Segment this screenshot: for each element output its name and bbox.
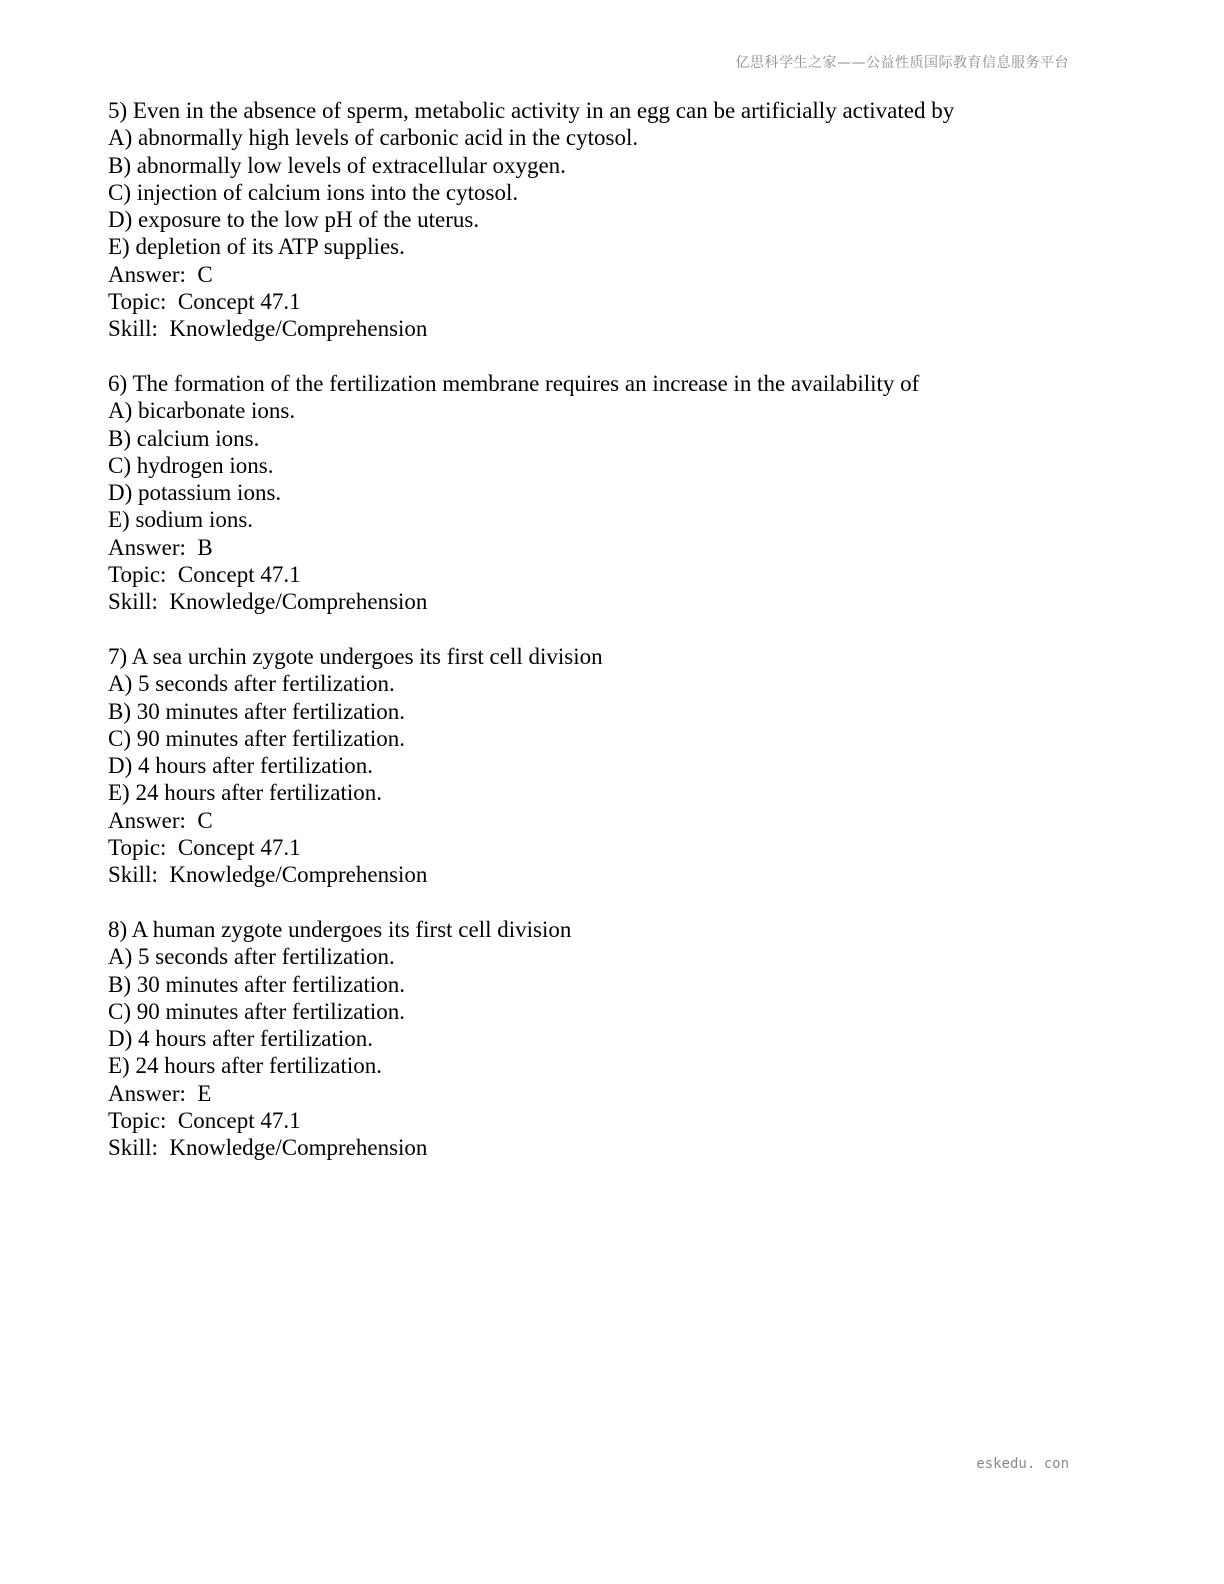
skill-line: Skill: Knowledge/Comprehension bbox=[108, 1135, 428, 1161]
option-c: C) 90 minutes after fertilization. bbox=[108, 725, 405, 751]
skill-line: Skill: Knowledge/Comprehension bbox=[108, 862, 428, 888]
option-a: A) 5 seconds after fertilization. bbox=[108, 671, 395, 697]
skill-line: Skill: Knowledge/Comprehension bbox=[108, 316, 428, 342]
option-e: E) 24 hours after fertilization. bbox=[108, 780, 382, 806]
answer-line: Answer: C bbox=[108, 807, 213, 833]
page-header-watermark: 亿思科学生之家——公益性质国际教育信息服务平台 bbox=[735, 55, 1069, 71]
question-5 bbox=[108, 97, 1108, 343]
answer-line: Answer: B bbox=[108, 534, 213, 560]
option-d: D) 4 hours after fertilization. bbox=[108, 753, 374, 779]
skill-line: Skill: Knowledge/Comprehension bbox=[108, 589, 428, 615]
question-stem: 5) Even in the absence of sperm, metabolic activity in an egg can be artificially activated by bbox=[108, 98, 955, 123]
topic-line: Topic: Concept 47.1 bbox=[108, 289, 301, 315]
question-8 bbox=[108, 916, 1108, 1162]
option-a: A) 5 seconds after fertilization. bbox=[108, 944, 395, 970]
option-c: C) hydrogen ions. bbox=[108, 452, 274, 478]
option-d: D) exposure to the low pH of the uterus. bbox=[108, 207, 480, 233]
question-stem: 7) A sea urchin zygote undergoes its first cell division bbox=[108, 643, 603, 669]
question-list bbox=[108, 97, 1108, 1189]
option-d: D) 4 hours after fertilization. bbox=[108, 1026, 374, 1052]
answer-line: Answer: E bbox=[108, 1080, 212, 1106]
option-d: D) potassium ions. bbox=[108, 480, 282, 506]
option-b: B) 30 minutes after fertilization. bbox=[108, 971, 405, 997]
option-b: B) abnormally low levels of extracellular oxygen. bbox=[108, 152, 566, 178]
option-e: E) sodium ions. bbox=[108, 507, 254, 533]
option-e: E) 24 hours after fertilization. bbox=[108, 1053, 382, 1079]
question-stem: 8) A human zygote undergoes its first cell division bbox=[108, 916, 572, 942]
option-c: C) 90 minutes after fertilization. bbox=[108, 998, 405, 1024]
option-c: C) injection of calcium ions into the cytosol. bbox=[108, 179, 519, 205]
topic-line: Topic: Concept 47.1 bbox=[108, 835, 301, 861]
option-b: B) 30 minutes after fertilization. bbox=[108, 698, 405, 724]
option-a: A) abnormally high levels of carbonic acid in the cytosol. bbox=[108, 125, 639, 151]
option-b: B) calcium ions. bbox=[108, 425, 260, 451]
topic-line: Topic: Concept 47.1 bbox=[108, 562, 301, 588]
question-6 bbox=[108, 370, 1108, 616]
question-stem: 6) The formation of the fertilization membrane requires an increase in the availability of bbox=[108, 370, 920, 396]
option-a: A) bicarbonate ions. bbox=[108, 398, 296, 424]
page-footer-url: eskedu. con bbox=[976, 1456, 1069, 1472]
topic-line: Topic: Concept 47.1 bbox=[108, 1107, 301, 1133]
option-e: E) depletion of its ATP supplies. bbox=[108, 234, 405, 260]
answer-line: Answer: C bbox=[108, 261, 213, 287]
question-7 bbox=[108, 643, 1108, 889]
